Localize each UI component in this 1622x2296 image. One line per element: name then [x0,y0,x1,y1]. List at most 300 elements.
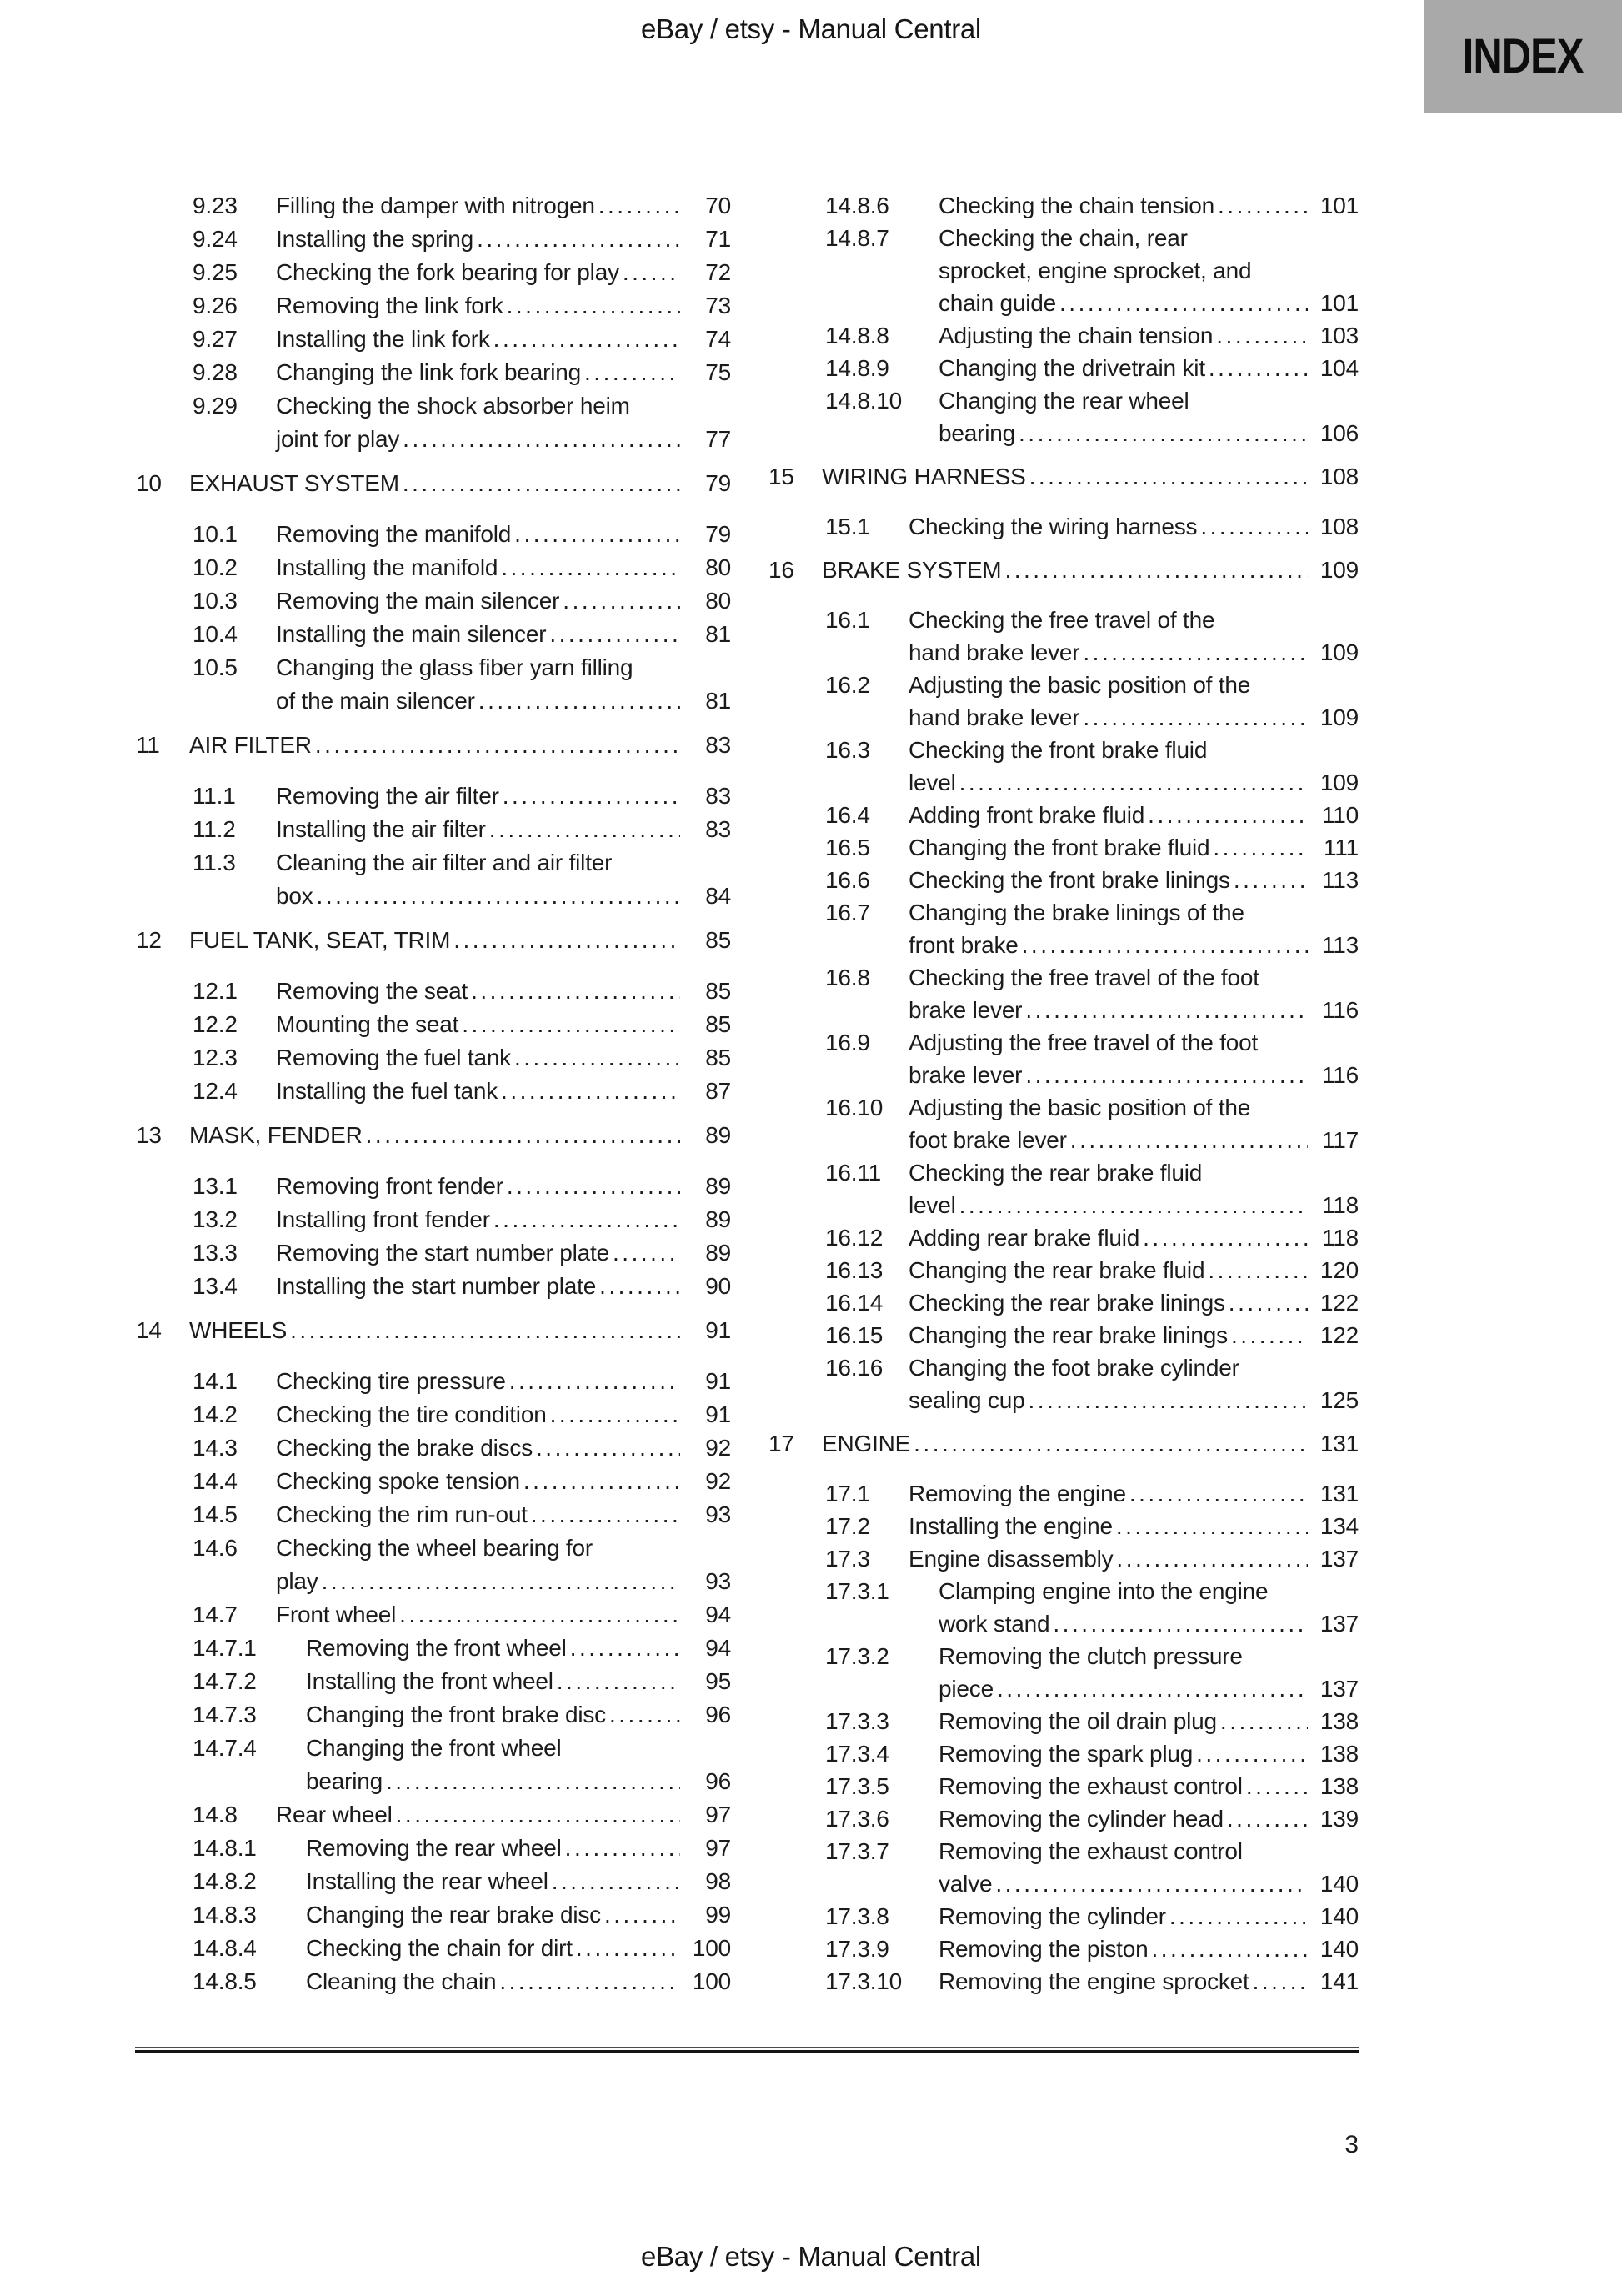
toc-entry [768,831,1359,864]
toc-section-entry [136,1119,731,1152]
toc-entry-title: bearing [306,1768,383,1794]
toc-entry [136,1365,731,1398]
toc-entry-page: 109 [1319,704,1359,730]
toc-entry-number: 14.1 [193,1368,238,1394]
toc-entry-page: 77 [705,426,731,452]
dot-leader [322,1565,680,1598]
toc-entry-title: joint for play [276,426,400,452]
toc-entry-title: Checking the fork bearing for play [276,259,619,285]
dot-leader [1169,1900,1308,1933]
dot-leader [1116,1510,1308,1542]
toc-entry-title: hand brake lever [909,639,1080,665]
toc-entry-title: Changing the rear brake fluid [909,1257,1205,1283]
toc-entry-page: 137 [1319,1676,1359,1702]
toc-entry-title: valve [939,1871,993,1897]
toc-entry-title: Changing the brake linings of the [909,900,1244,925]
toc-entry-page: 101 [1319,290,1359,316]
toc-section-entry [136,729,731,762]
toc-entry-title: Checking the rear brake linings [909,1290,1225,1316]
toc-entry-page: 75 [705,359,731,385]
toc-entry-title: Adjusting the free travel of the foot [909,1030,1259,1055]
toc-entry-title: box [276,883,313,909]
toc-entry-line [136,1270,731,1303]
toc-entry-page: 97 [705,1835,731,1861]
toc-entry-line [768,189,1359,222]
dot-leader [503,780,680,813]
toc-entry-number: 14.8.4 [193,1935,257,1961]
toc-entry-title: Changing the front brake fluid [909,835,1210,860]
toc-entry-line [136,1532,731,1565]
toc-entry-line [768,1351,1359,1384]
header-title: eBay / etsy - Manual Central [641,13,981,44]
toc-entry-number: 11.1 [193,783,236,809]
toc-entry-page: 80 [705,554,731,580]
toc-entry-line [136,1008,731,1041]
dot-leader [1025,1059,1308,1091]
toc-entry-number: 17.3.9 [825,1936,889,1962]
dot-leader [563,584,680,618]
toc-entry-number: 15.1 [825,514,870,539]
toc-entry [768,189,1359,222]
toc-entry-page: 81 [705,688,731,714]
toc-entry-line [136,1365,731,1398]
index-tab-label: INDEX [1462,29,1584,83]
dot-leader [489,813,680,846]
toc-entry-number: 15 [768,464,794,489]
toc-section-entry [768,554,1359,586]
toc-entry-number: 13 [136,1122,162,1148]
toc-entry-title: level [909,1192,956,1218]
toc-entry-title: Removing the engine [909,1481,1126,1506]
toc-entry [768,864,1359,896]
toc-entry-title: of the main silencer [276,688,475,714]
dot-leader [914,1427,1308,1460]
dot-leader [1116,1542,1308,1575]
toc-entry-number: 14.8.2 [193,1868,257,1894]
toc-entry-title: Checking the rim run-out [276,1501,528,1527]
toc-entry-page: 93 [705,1568,731,1594]
toc-entry-title: EXHAUST SYSTEM [189,470,399,496]
toc-entry-line [136,289,731,323]
toc-entry [136,618,731,651]
toc-entry [136,1075,731,1108]
toc-entry-number: 16.7 [825,900,870,925]
toc-entry-line [136,1431,731,1465]
dot-leader [1019,417,1308,449]
toc-entry-number: 9.26 [193,293,238,318]
toc-entry-line [768,1933,1359,1965]
toc-entry-title: Rear wheel [276,1802,393,1827]
toc-entry-title: Front wheel [276,1602,397,1627]
toc-entry-page: 71 [705,226,731,252]
toc-entry [136,1665,731,1698]
toc-entry-line [768,896,1359,929]
toc-entry-line [768,961,1359,994]
toc-entry-number: 14.8.6 [825,193,889,218]
dot-leader [1216,319,1308,352]
toc-section-entry [768,460,1359,493]
toc-entry [768,896,1359,961]
dot-leader [1246,1770,1308,1802]
toc-entry-number: 13.4 [193,1273,238,1299]
toc-entry [136,813,731,846]
toc-entry-number: 12.4 [193,1078,238,1104]
dot-leader [403,423,680,456]
toc-entry-line [768,1319,1359,1351]
toc-entry-line [136,256,731,289]
toc-entry-number: 16.6 [825,867,870,893]
toc-entry-page: 93 [705,1501,731,1527]
toc-entry-page: 137 [1319,1611,1359,1637]
toc-entry-title: Installing the front wheel [306,1668,553,1694]
toc-entry [136,1865,731,1898]
dot-leader [471,975,680,1008]
toc-entry [136,1041,731,1075]
toc-entry-page: 100 [692,1935,731,1961]
toc-entry-title: Engine disassembly [909,1546,1114,1572]
toc-entry-page: 138 [1319,1773,1359,1799]
toc-entry-page: 98 [705,1868,731,1894]
toc-entry-page: 85 [705,978,731,1004]
toc-entry-line [768,1427,1359,1460]
toc-entry-number: 14.8 [193,1802,238,1827]
toc-entry [768,1542,1359,1575]
toc-section-entry [136,1314,731,1347]
toc-entry-page: 104 [1319,355,1359,381]
toc-entry-title: level [909,770,956,795]
toc-entry-page: 137 [1319,1546,1359,1572]
toc-entry-line [136,684,731,718]
toc-entry-number: 10 [136,470,162,496]
toc-entry-line [768,994,1359,1026]
toc-entry [136,551,731,584]
toc-entry-page: 97 [705,1802,731,1827]
toc-entry-number: 9.27 [193,326,238,352]
toc-entry-title: Cleaning the air filter and air filter [276,850,613,875]
toc-entry-title: Removing the cylinder [939,1903,1166,1929]
toc-entry-page: 74 [705,326,731,352]
toc-entry-title: WHEELS [189,1317,288,1343]
toc-entry-title: Removing the start number plate [276,1240,610,1266]
toc-entry-number: 16.13 [825,1257,884,1283]
toc-entry-title: Installing the spring [276,226,474,252]
toc-entry-title: Removing the spark plug [939,1741,1194,1767]
toc-entry [136,1898,731,1932]
toc-entry-line [136,1632,731,1665]
toc-entry-number: 16.5 [825,835,870,860]
dot-leader [1053,1607,1308,1640]
toc-entry-page: 92 [705,1468,731,1494]
toc-entry-number: 17.3 [825,1546,870,1572]
toc-entry-page: 85 [705,927,731,953]
toc-entry [136,651,731,718]
toc-entry-title: Checking the rear brake fluid [909,1160,1203,1186]
toc-entry-number: 14.5 [193,1501,238,1527]
toc-entry-line [768,669,1359,701]
toc-entry-title: Changing the glass fiber yarn filling [276,654,633,680]
toc-entry-title: Checking the chain for dirt [306,1935,573,1961]
toc-entry [136,1498,731,1532]
toc-entry-line [768,1802,1359,1835]
toc-entry-line [768,1737,1359,1770]
toc-entry-line [136,924,731,957]
toc-entry-number: 10.5 [193,654,238,680]
dot-leader [1129,1477,1308,1510]
dot-leader [403,467,680,500]
toc-entry-title: Changing the link fork bearing [276,359,582,385]
toc-entry-line [768,1965,1359,1998]
toc-entry-title: Checking the front brake fluid [909,737,1208,763]
toc-entry-number: 14.7.2 [193,1668,257,1694]
toc-entry-page: 70 [705,193,731,218]
toc-entry-line [768,766,1359,799]
toc-entry-title: hand brake lever [909,704,1080,730]
toc-entry [768,1965,1359,1998]
toc-entry-title: Changing the front brake disc [306,1702,606,1727]
toc-entry-number: 14.4 [193,1468,238,1494]
toc-entry-title: Installing the main silencer [276,621,547,647]
dot-leader [1083,701,1308,734]
toc-entry-page: 94 [705,1635,731,1661]
dot-leader [550,1398,680,1431]
toc-entry-line [768,1221,1359,1254]
toc-entry-title: Removing the engine sprocket [939,1968,1249,1994]
footer-rule-thick-line [135,2050,1359,2053]
toc-entry-title: Removing the cylinder head [939,1806,1224,1832]
toc-entry-number: 17.3.3 [825,1708,889,1734]
toc-entry-line [136,1932,731,1965]
toc-entry-page: 73 [705,293,731,318]
toc-entry-page: 83 [705,783,731,809]
toc-entry-page: 109 [1319,770,1359,795]
dot-leader [1213,831,1308,864]
toc-entry-line [136,1698,731,1732]
toc-entry-title: brake lever [909,1062,1023,1088]
toc-entry-line [136,1765,731,1798]
toc-entry [136,223,731,256]
toc-entry-title: Removing the piston [939,1936,1149,1962]
dot-leader [509,1365,680,1398]
toc-entry [768,1900,1359,1933]
toc-entry [136,518,731,551]
toc-entry-number: 14.8.9 [825,355,889,381]
dot-leader [1022,929,1308,961]
toc-entry-line [136,1119,731,1152]
toc-entry-line [768,510,1359,543]
toc-entry-line [768,636,1359,669]
toc-entry [768,604,1359,669]
toc-entry-title: Removing the main silencer [276,588,560,614]
toc-entry-title: Adjusting the basic position of the [909,1095,1251,1120]
dot-leader [598,189,680,223]
toc-entry-page: 140 [1319,1871,1359,1897]
toc-entry-title: Changing the foot brake cylinder [909,1355,1239,1381]
dot-leader [1196,1737,1308,1770]
toc-entry-title: Checking spoke tension [276,1468,520,1494]
dot-leader [501,551,680,584]
toc-entry-title: Changing the front wheel [306,1735,562,1761]
toc-entry-page: 134 [1319,1513,1359,1539]
toc-entry-line [768,1835,1359,1867]
footer-rule [135,2047,1359,2053]
toc-entry [136,1965,731,1998]
dot-leader [959,766,1308,799]
toc-entry-line [768,254,1359,287]
toc-entry-number: 14.8.7 [825,225,889,251]
toc-entry-title: Adjusting the chain tension [939,323,1214,348]
toc-entry-title: bearing [939,420,1016,446]
toc-entry-number: 11 [136,732,160,758]
toc-entry-page: 116 [1321,997,1359,1023]
toc-entry-title: sprocket, engine sprocket, and [939,258,1252,283]
toc-entry-page: 84 [705,883,731,909]
toc-entry-line [136,223,731,256]
toc-entry-line [136,1965,731,1998]
toc-entry-page: 131 [1319,1481,1359,1506]
toc-entry-title: Adding rear brake fluid [909,1225,1140,1251]
toc-entry-line [136,780,731,813]
toc-entry [768,1770,1359,1802]
toc-entry-line [136,880,731,913]
dot-leader [959,1189,1308,1221]
dot-leader [1004,554,1308,586]
toc-entry [768,1835,1359,1900]
toc-entry-number: 16.12 [825,1225,884,1251]
toc-entry-page: 91 [705,1401,731,1427]
toc-entry-title: foot brake lever [909,1127,1067,1153]
toc-entry-page: 83 [705,816,731,842]
dot-leader [604,1898,680,1932]
toc-entry-line [136,1732,731,1765]
dot-leader [477,223,680,256]
toc-entry [768,1091,1359,1156]
toc-entry [136,1832,731,1865]
toc-entry-page: 110 [1321,802,1359,828]
toc-entry-line [136,1498,731,1532]
toc-entry-page: 141 [1319,1968,1359,1994]
toc-entry [136,389,731,456]
toc-entry-page: 89 [705,1173,731,1199]
toc-entry [136,1598,731,1632]
toc-entry [136,1732,731,1798]
toc-entry-number: 14.8.1 [193,1835,257,1861]
toc-entry-line [768,831,1359,864]
toc-entry-number: 9.24 [193,226,238,252]
toc-entry-line [768,1705,1359,1737]
toc-entry-line [136,1665,731,1698]
toc-entry [768,510,1359,543]
toc-entry-page: 108 [1319,464,1359,489]
dot-leader [514,518,680,551]
toc-entry-title: Installing the engine [909,1513,1113,1539]
toc-entry-line [768,1770,1359,1802]
toc-entry-number: 17.3.10 [825,1968,903,1994]
toc-entry-line [768,1384,1359,1416]
dot-leader [1151,1933,1308,1965]
toc-entry-line [136,1203,731,1236]
dot-leader [501,1075,680,1108]
page-header [0,13,1622,45]
toc-entry [136,1798,731,1832]
toc-entry [768,1351,1359,1416]
toc-entry-page: 89 [705,1122,731,1148]
toc-entry-line [136,1041,731,1075]
toc-entry-line [136,389,731,423]
toc-entry-number: 17.1 [825,1481,870,1506]
dot-leader [499,1965,680,1998]
toc-entry-number: 10.3 [193,588,238,614]
dot-leader [1028,1384,1308,1416]
toc-entry [768,1802,1359,1835]
toc-entry-line [768,417,1359,449]
toc-entry-number: 10.4 [193,621,238,647]
toc-entry-title: ENGINE [822,1431,911,1456]
toc-entry-line [136,846,731,880]
toc-entry-line [768,1477,1359,1510]
toc-entry [768,669,1359,734]
toc-entry-line [136,189,731,223]
dot-leader [514,1041,680,1075]
toc-entry [768,1026,1359,1091]
toc-entry-title: Removing the manifold [276,521,512,547]
toc-entry-title: Removing the air filter [276,783,499,809]
toc-entry-page: 101 [1319,193,1359,218]
toc-entry-title: Installing the link fork [276,326,490,352]
toc-entry-number: 17.3.2 [825,1643,889,1669]
toc-entry-title: piece [939,1676,994,1702]
toc-entry-number: 17.3.7 [825,1838,889,1864]
dot-leader [1231,1319,1308,1351]
toc-entry-line [768,701,1359,734]
toc-entry-title: Clamping engine into the engine [939,1578,1269,1604]
toc-entry-title: Installing the rear wheel [306,1868,548,1894]
toc-entry-page: 91 [705,1317,731,1343]
toc-entry-line [768,1286,1359,1319]
dot-leader [507,1170,680,1203]
toc-entry-line [768,1091,1359,1124]
toc-entry-line [768,864,1359,896]
dot-leader [1059,287,1308,319]
toc-entry [136,1008,731,1041]
toc-entry-title: Checking the free travel of the foot [909,965,1259,990]
toc-entry-number: 13.2 [193,1206,238,1232]
dot-leader [1220,1705,1308,1737]
toc-entry [136,975,731,1008]
toc-entry-page: 106 [1319,420,1359,446]
toc-entry-number: 16.1 [825,607,870,633]
toc-entry-number: 14.7 [193,1602,238,1627]
toc-entry-line [136,584,731,618]
toc-entry-title: Checking the shock absorber heim [276,393,630,419]
toc-entry-page: 92 [705,1435,731,1461]
toc-entry-number: 14.7.4 [193,1735,257,1761]
toc-entry-title: Checking the brake discs [276,1435,533,1461]
dot-leader [584,356,680,389]
toc-entry-title: Changing the rear wheel [939,388,1189,414]
toc-entry-page: 79 [705,470,731,496]
toc-entry [768,1221,1359,1254]
dot-leader [1227,1802,1308,1835]
toc-entry-page: 96 [705,1702,731,1727]
toc-entry-page: 139 [1319,1806,1359,1832]
toc-section-entry [136,924,731,957]
toc-entry-page: 87 [705,1078,731,1104]
toc-entry [136,846,731,913]
toc-entry [768,384,1359,449]
toc-entry [136,1203,731,1236]
dot-leader [453,924,680,957]
toc-entry-number: 13.1 [193,1173,238,1199]
